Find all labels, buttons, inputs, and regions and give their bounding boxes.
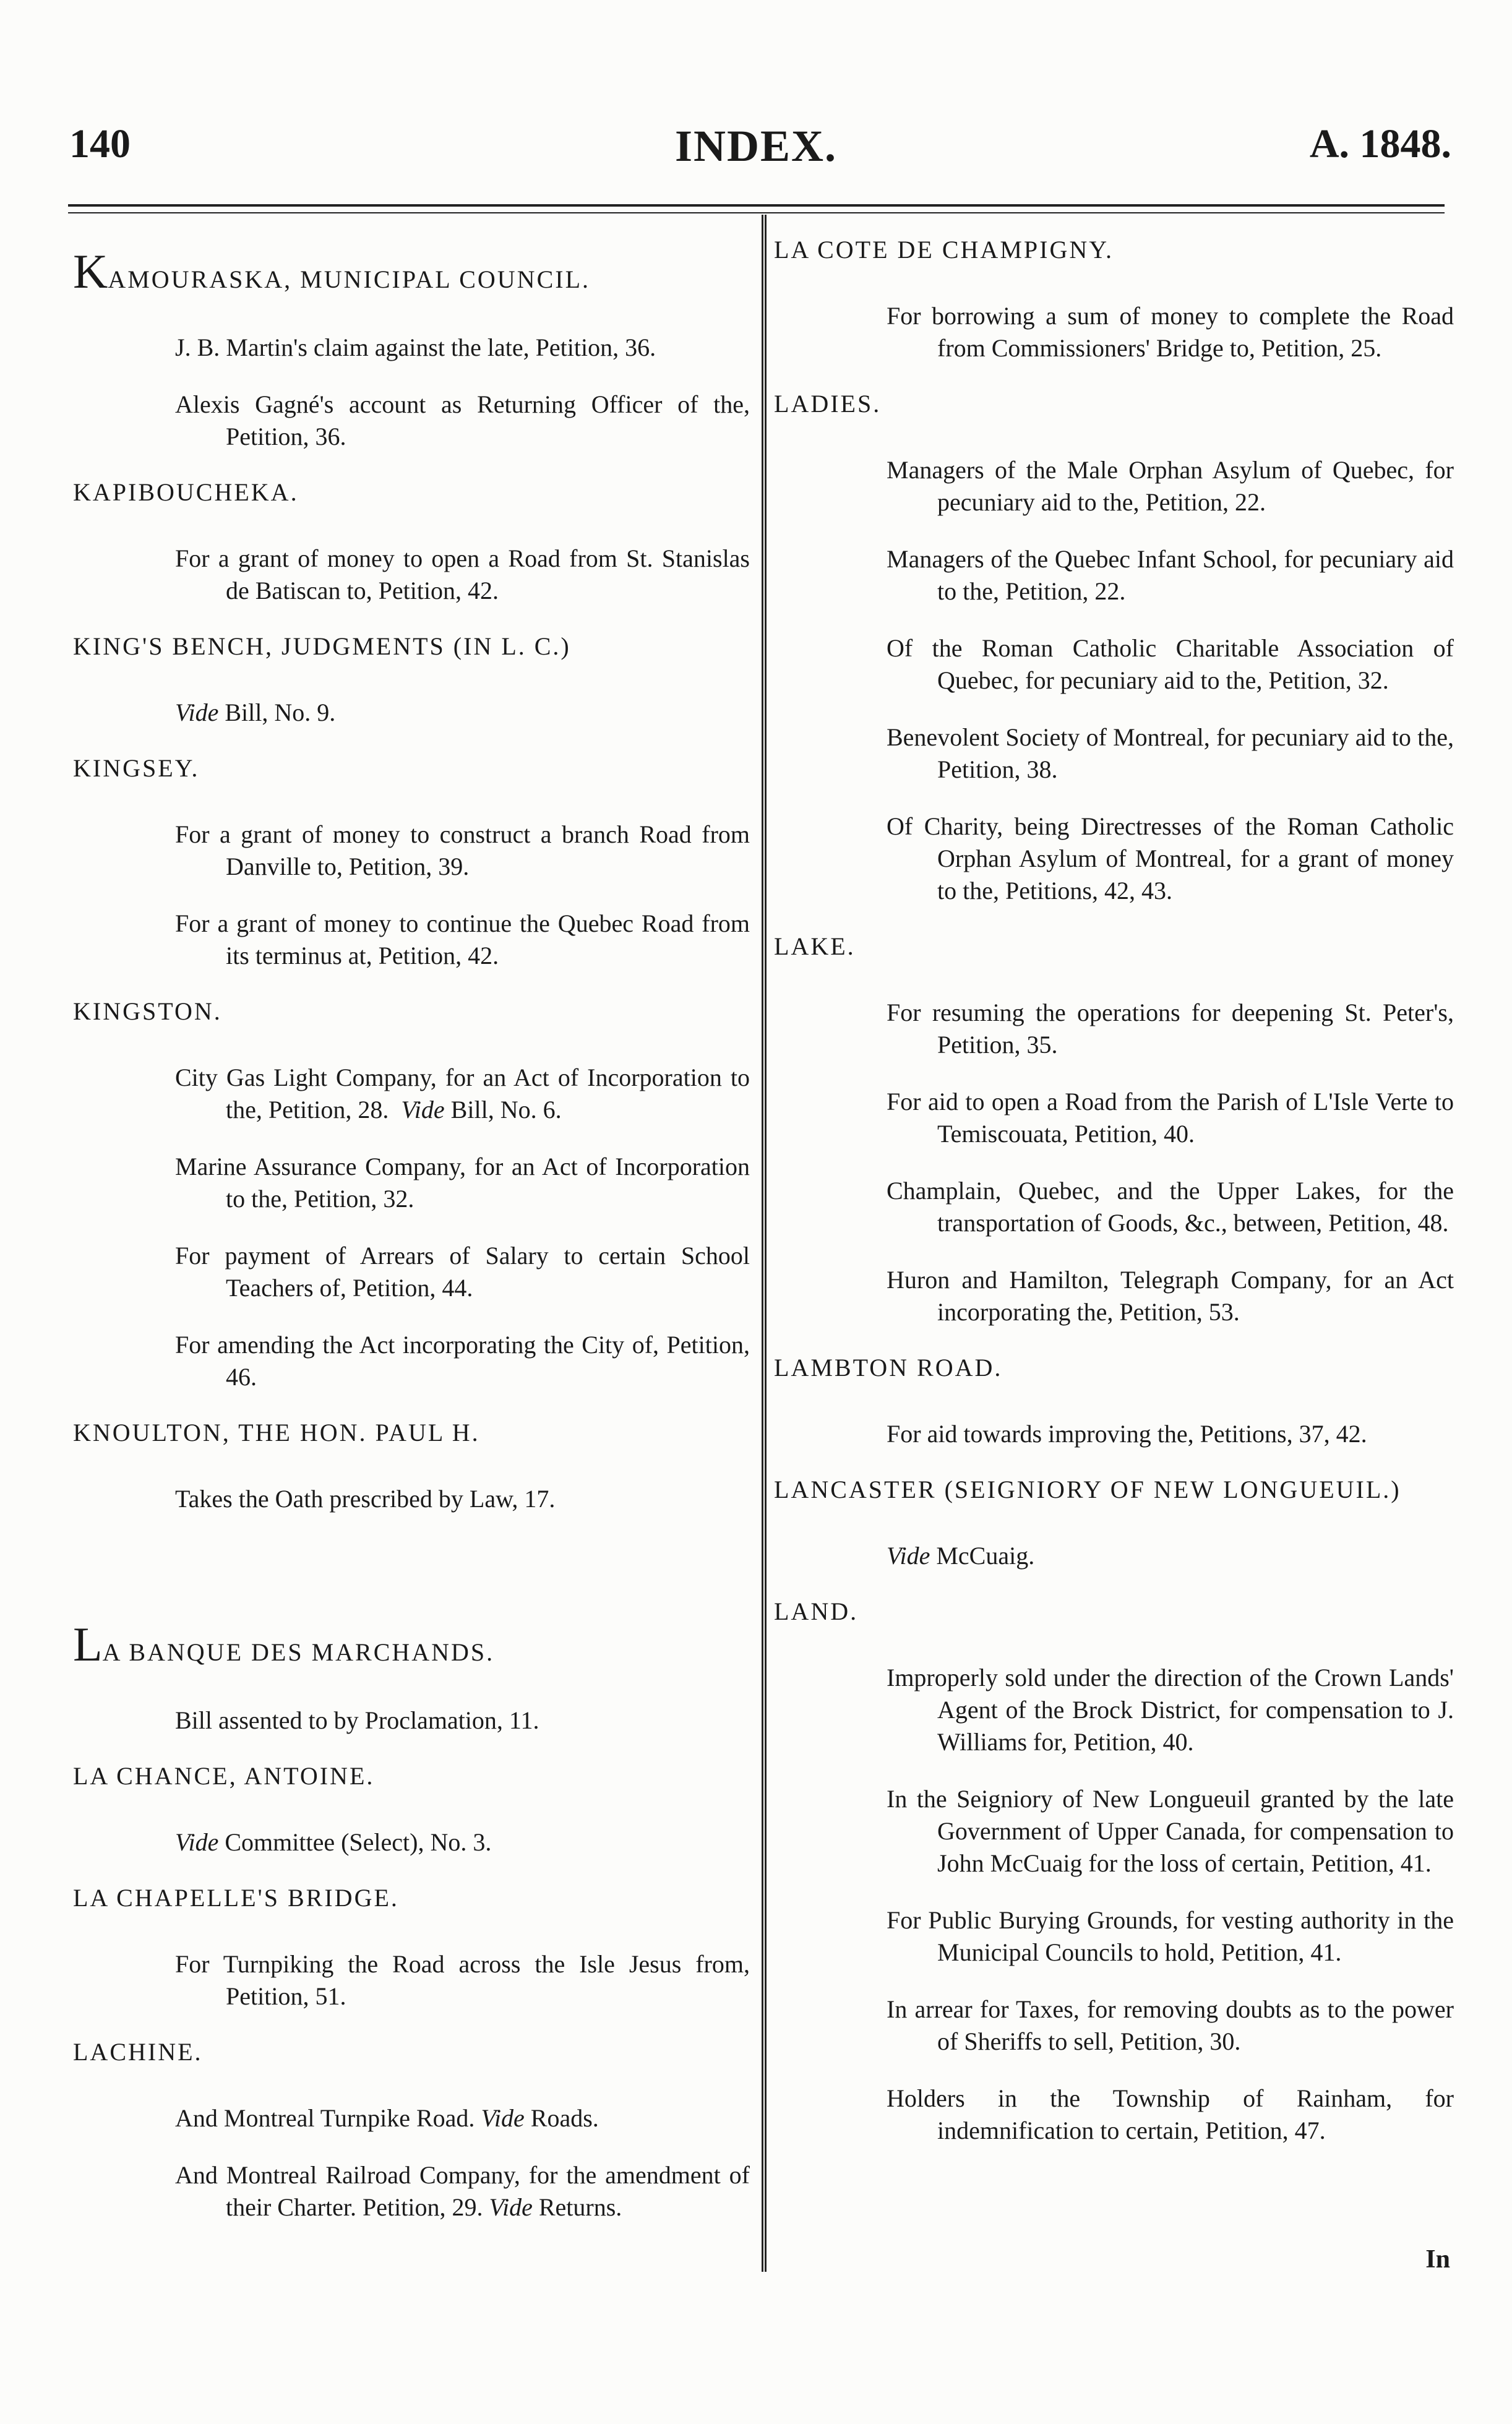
index-entry: Managers of the Quebec Infant School, for pecuniary aid to the, Petition, 22.: [887, 545, 1454, 605]
index-entry: Vide Committee (Select), No. 3.: [175, 1828, 492, 1856]
index-entry: For Public Burying Grounds, for vesting authority in the Municipal Councils to hold, Petition, 41.: [887, 1906, 1454, 1966]
index-heading-la-cote-de-champigny: LA COTE DE CHAMPIGNY.: [774, 236, 1114, 264]
header-rule-thin: [68, 212, 1445, 213]
index-entry: For a grant of money to continue the Quebec Road from its terminus at, Petition, 42.: [175, 909, 750, 969]
index-entry: Benevolent Society of Montreal, for pecuniary aid to the, Petition, 38.: [887, 723, 1454, 783]
index-heading-la-chapelles-bridge: LA CHAPELLE'S BRIDGE.: [73, 1884, 399, 1912]
index-heading-ladies: LADIES.: [774, 390, 882, 418]
index-entry: For resuming the operations for deepening St. Peter's, Petition, 35.: [887, 999, 1454, 1059]
index-heading-la-chance: LA CHANCE, ANTOINE.: [73, 1762, 375, 1790]
index-entry: Vide McCuaig.: [887, 1542, 1035, 1570]
index-entry: Managers of the Male Orphan Asylum of Quebec, for pecuniary aid to the, Petition, 22.: [887, 456, 1454, 516]
index-entry: For a grant of money to open a Road from St. Stanislas de Batiscan to, Petition, 42.: [175, 544, 750, 604]
index-heading-lake: LAKE.: [774, 932, 856, 960]
index-heading-kingsey: KINGSEY.: [73, 754, 200, 782]
index-heading-kingston: KINGSTON.: [73, 997, 222, 1025]
index-entry: Bill assented to by Proclamation, 11.: [175, 1706, 539, 1734]
index-entry: Marine Assurance Company, for an Act of Incorporation to the, Petition, 32.: [175, 1153, 750, 1213]
index-entry: And Montreal Turnpike Road. Vide Roads.: [175, 2104, 599, 2132]
index-entry: Alexis Gagné's account as Returning Officer of the, Petition, 36.: [175, 390, 750, 450]
index-entry: And Montreal Railroad Company, for the amendment of their Charter. Petition, 29. Vide Returns.: [175, 2161, 750, 2221]
left-column: [69, 223, 750, 2248]
index-entry: Champlain, Quebec, and the Upper Lakes, for the transportation of Goods, &c., between, Petition, 48.: [887, 1177, 1454, 1237]
index-entry: For amending the Act incorporating the City of, Petition, 46.: [175, 1331, 750, 1391]
drop-initial: L: [73, 1617, 103, 1671]
index-entry: Vide Bill, No. 9.: [175, 698, 336, 726]
index-entry: In arrear for Taxes, for removing doubts as to the power of Sheriffs to sell, Petition, 30.: [887, 1995, 1454, 2055]
index-heading-kamouraska: KAMOURASKA, MUNICIPAL COUNCIL.: [73, 244, 590, 298]
index-entry: J. B. Martin's claim against the late, Petition, 36.: [175, 333, 656, 361]
page-header: [0, 121, 1512, 176]
index-entry: In the Seigniory of New Longueuil granted by the late Government of Upper Canada, for compensation to John McCuaig for the loss of certain, Petition, 41.: [887, 1785, 1454, 1877]
catchword: In: [1425, 2245, 1450, 2274]
index-heading-knoulton: KNOULTON, THE HON. PAUL H.: [73, 1419, 480, 1446]
index-heading-la-banque: LA BANQUE DES MARCHANDS.: [73, 1617, 495, 1671]
index-entry: Improperly sold under the direction of the Crown Lands' Agent of the Brock District, for compensation to J. Williams for, Petition, 40.: [887, 1664, 1454, 1756]
index-entry: For aid towards improving the, Petitions, 37, 42.: [887, 1420, 1367, 1448]
index-entry: For a grant of money to construct a branch Road from Danville to, Petition, 39.: [175, 820, 750, 880]
column-divider: [762, 215, 767, 2272]
index-heading-land: LAND.: [774, 1597, 859, 1625]
index-heading-lancaster: LANCASTER (SEIGNIORY OF NEW LONGUEUIL.): [774, 1476, 1401, 1503]
index-entry: Huron and Hamilton, Telegraph Company, for an Act incorporating the, Petition, 53.: [887, 1266, 1454, 1326]
index-entry: City Gas Light Company, for an Act of Incorporation to the, Petition, 28. Vide Bill, No. 6.: [175, 1064, 750, 1124]
index-heading-lachine: LACHINE.: [73, 2038, 203, 2066]
index-entry: For aid to open a Road from the Parish of L'Isle Verte to Temiscouata, Petition, 40.: [887, 1088, 1454, 1148]
header-rule-thick: [68, 204, 1445, 207]
index-heading-kings-bench: KING'S BENCH, JUDGMENTS (IN L. C.): [73, 632, 571, 660]
index-entry: For borrowing a sum of money to complete the Road from Commissioners' Bridge to, Petition, 25.: [887, 302, 1454, 362]
index-entry: Of Charity, being Directresses of the Roman Catholic Orphan Asylum of Montreal, for a grant of money to the, Petitions, 42, 43.: [887, 812, 1454, 905]
index-entry: Of the Roman Catholic Charitable Association of Quebec, for pecuniary aid to the, Petition, 32.: [887, 634, 1454, 694]
index-entry: Takes the Oath prescribed by Law, 17.: [175, 1485, 556, 1513]
index-heading-kapiboucheka: KAPIBOUCHEKA.: [73, 478, 299, 506]
index-entry: For Turnpiking the Road across the Isle Jesus from, Petition, 51.: [175, 1950, 750, 2010]
page-year: A. 1848.: [1309, 121, 1451, 166]
drop-initial: K: [73, 244, 108, 298]
page-title: INDEX.: [674, 121, 838, 171]
right-column: [770, 223, 1454, 2172]
page-number: 140: [69, 121, 131, 166]
index-heading-lambton-road: LAMBTON ROAD.: [774, 1354, 1003, 1382]
index-entry: Holders in the Township of Rainham, for indemnification to certain, Petition, 47.: [887, 2084, 1454, 2144]
index-entry: For payment of Arrears of Salary to certain School Teachers of, Petition, 44.: [175, 1242, 750, 1302]
